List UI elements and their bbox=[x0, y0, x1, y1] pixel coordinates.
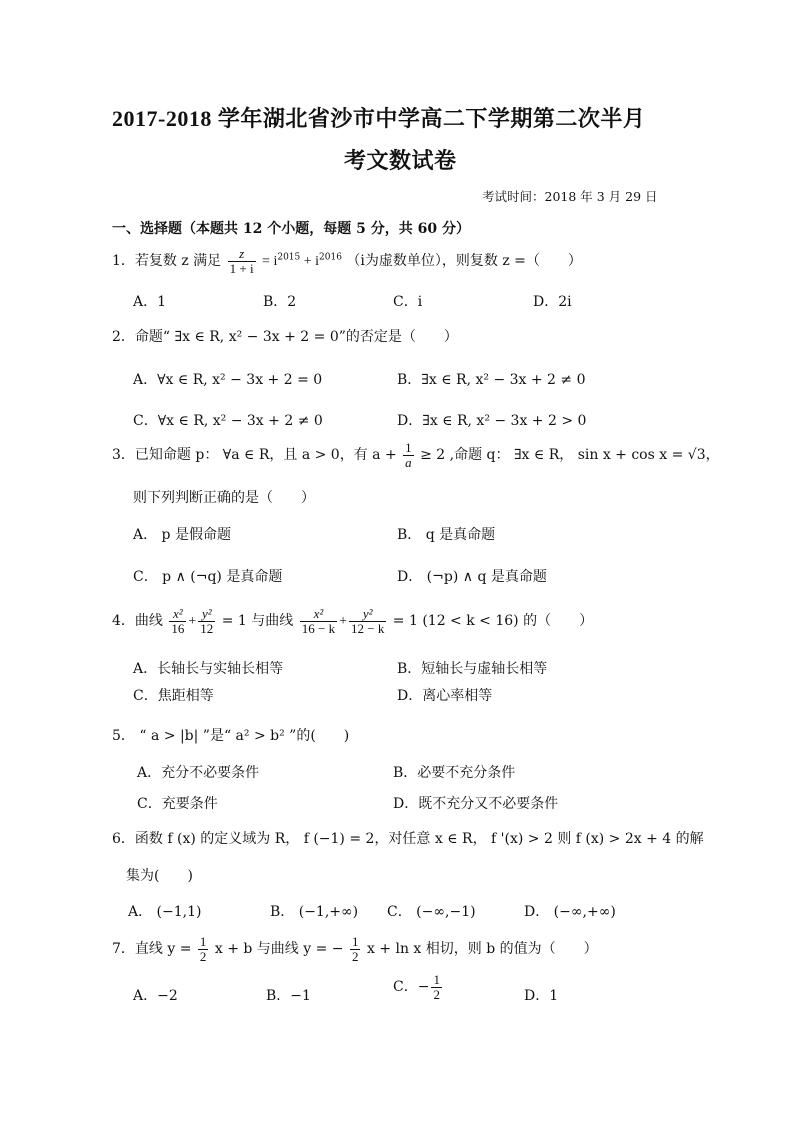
q7-f2-num: 1 bbox=[351, 934, 359, 949]
q3-option-d: D． (¬p) ∧ q 是真命题 bbox=[397, 569, 547, 585]
q4-option-b: B．短轴长与虚轴长相等 bbox=[397, 661, 548, 677]
q1-option-c: C．i bbox=[393, 294, 423, 310]
q5-option-d: D．既不充分又不必要条件 bbox=[393, 796, 559, 812]
q1-eq: = i bbox=[262, 254, 278, 270]
q4-fraction-1 bbox=[169, 607, 186, 635]
q1-option-b: B．2 bbox=[263, 294, 297, 310]
q4-f4-num: y² bbox=[349, 607, 386, 622]
question-6-stem: 6．函数 f (x) 的定义域为 R， f (−1) = 2，对任意 x ∈ R， f '(x) > 2 则 f (x) > 2x + 4 的解 bbox=[112, 831, 704, 847]
q7-f1-num: 1 bbox=[199, 934, 207, 949]
q4-fraction-2 bbox=[198, 607, 215, 635]
q7-fraction-1 bbox=[198, 935, 209, 963]
q7-option-c bbox=[393, 973, 444, 1001]
q1-exp1: 2015 bbox=[277, 252, 301, 263]
q4-f3-num: x² bbox=[300, 607, 337, 622]
q7-option-c-lead: C．− bbox=[393, 979, 430, 996]
q1-tail: （i为虚数单位），则复数 z =（ ） bbox=[346, 253, 582, 270]
q3-stem-b: ≥ 2 ,命题 q： ∃x ∈ R， sin x + cos x = √3， bbox=[420, 447, 720, 464]
q5-option-c: C．充要条件 bbox=[137, 796, 218, 812]
q4-fraction-3 bbox=[300, 607, 337, 635]
q2-option-a: A．∀x ∈ R, x² − 3x + 2 = 0 bbox=[133, 372, 323, 388]
question-4-stem bbox=[112, 607, 593, 635]
q6-option-a: A． (−1,1) bbox=[128, 904, 202, 920]
question-6-stem-line2: 集为( ) bbox=[126, 868, 193, 884]
q4-f2-num: y² bbox=[198, 607, 215, 622]
q4-plus-1: + bbox=[188, 614, 197, 630]
question-3-stem bbox=[112, 441, 720, 469]
q5-option-b: B．必要不充分条件 bbox=[393, 765, 516, 781]
q7-tail: x + ln x 相切，则 b 的值为（ ） bbox=[366, 941, 598, 958]
question-1-stem bbox=[112, 247, 582, 275]
q3-frac-num: 1 bbox=[405, 440, 412, 455]
q4-option-d: D．离心率相等 bbox=[397, 688, 493, 704]
section-heading: 一、选择题（本题共 12 个小题，每题 5 分，共 60 分） bbox=[112, 221, 470, 237]
q3-option-c: C． p ∧ (¬q) 是真命题 bbox=[133, 569, 283, 585]
q1-lead: 1．若复数 z 满足 bbox=[112, 253, 222, 270]
q4-mid: = 1 与曲线 bbox=[221, 613, 294, 630]
q3-option-a: A． p 是假命题 bbox=[133, 527, 231, 543]
q6-option-c: C． (−∞,−1) bbox=[387, 904, 476, 920]
q4-option-c: C．焦距相等 bbox=[133, 688, 214, 704]
q2-option-c: C．∀x ∈ R, x² − 3x + 2 ≠ 0 bbox=[133, 413, 323, 429]
q7-lead: 7．直线 y = bbox=[112, 941, 192, 958]
q2-option-b: B．∃x ∈ R, x² − 3x + 2 ≠ 0 bbox=[397, 372, 586, 388]
q7-option-d: D．1 bbox=[524, 988, 559, 1004]
q4-f2-den: 12 bbox=[200, 620, 214, 636]
q7-c-den: 2 bbox=[433, 986, 440, 1002]
q7-mid: x + b 与曲线 y = − bbox=[214, 941, 344, 958]
q1-option-d: D．2i bbox=[533, 294, 572, 310]
question-7-stem bbox=[112, 935, 598, 963]
question-2-stem: 2．命题“ ∃x ∈ R, x² − 3x + 2 = 0”的否定是（ ） bbox=[112, 329, 458, 345]
q3-fraction bbox=[403, 441, 414, 469]
q1-frac-num: z bbox=[228, 247, 256, 262]
q1-option-a: A．1 bbox=[133, 294, 167, 310]
page-title-line1: 2017-2018 学年湖北省沙市中学高二下学期第二次半月 bbox=[112, 106, 646, 131]
q7-f2-den: 2 bbox=[351, 948, 359, 964]
q7-option-c-fraction bbox=[431, 973, 442, 1001]
q7-f1-den: 2 bbox=[199, 948, 207, 964]
q1-plus: + i bbox=[300, 254, 320, 270]
q7-option-a: A．−2 bbox=[133, 988, 178, 1004]
q3-option-b: B． q 是真命题 bbox=[397, 527, 496, 543]
q2-option-d: D．∃x ∈ R, x² − 3x + 2 > 0 bbox=[397, 413, 587, 429]
q3-frac-den: a bbox=[405, 454, 412, 470]
q4-f1-num: x² bbox=[169, 607, 186, 622]
q4-option-a: A．长轴长与实轴长相等 bbox=[133, 661, 284, 677]
q4-lead: 4．曲线 bbox=[112, 613, 163, 630]
q4-f3-den: 16 − k bbox=[301, 620, 336, 636]
exam-time: 考试时间：2018 年 3 月 29 日 bbox=[482, 189, 658, 204]
question-3-stem-line2: 则下列判断正确的是（ ） bbox=[133, 490, 315, 506]
q4-fraction-4 bbox=[349, 607, 386, 635]
q6-option-d: D． (−∞,+∞) bbox=[524, 904, 616, 920]
q7-option-b: B．−1 bbox=[266, 988, 311, 1004]
q1-frac-den: 1 + i bbox=[229, 260, 254, 276]
q4-f4-den: 12 − k bbox=[350, 620, 385, 636]
page-title-line2: 考文数试卷 bbox=[344, 148, 457, 173]
q4-f1-den: 16 bbox=[171, 620, 185, 636]
q5-option-a: A．充分不必要条件 bbox=[137, 765, 260, 781]
q7-c-num: 1 bbox=[433, 972, 440, 987]
q4-plus-2: + bbox=[339, 614, 347, 630]
q3-stem-a: 3．已知命题 p： ∀a ∈ R，且 a > 0，有 a + bbox=[112, 447, 397, 464]
q1-exp2: 2016 bbox=[319, 252, 342, 263]
q4-tail: = 1 (12 < k < 16) 的（ ） bbox=[392, 613, 594, 630]
q6-option-b: B． (−1,+∞) bbox=[270, 904, 359, 920]
q7-fraction-2 bbox=[350, 935, 361, 963]
question-5-stem: 5． “ a > |b| ”是“ a² > b² ”的( ) bbox=[112, 728, 350, 744]
q1-fraction bbox=[228, 247, 256, 275]
